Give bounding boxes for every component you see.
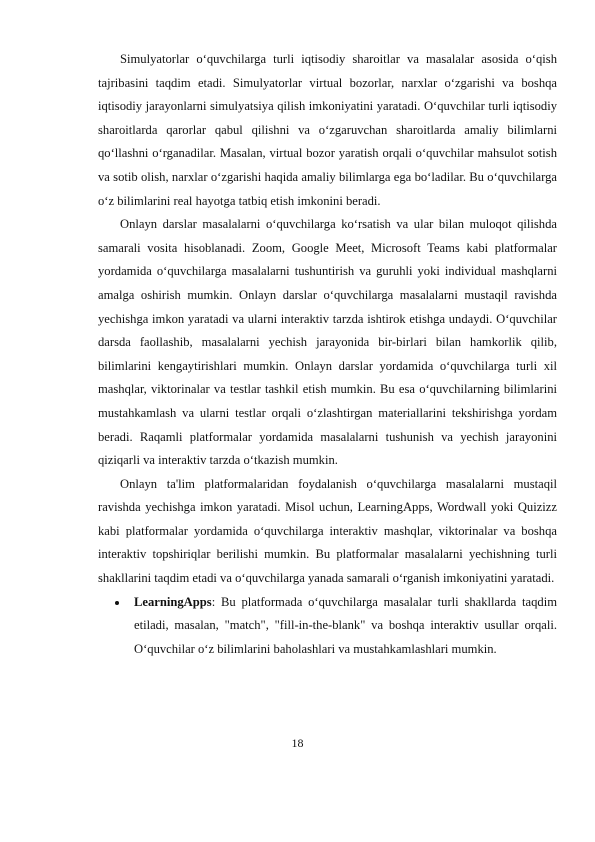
bullet-dot-icon: [115, 601, 119, 605]
paragraph-simulators: Simulyatorlar o‘quvchilarga turli iqtisodiy sharoitlar va masalalar asosida o‘qish tajribasini taqdim etadi. Simulyatorlar virtual bozorlar, narxlar o‘zgarishi va boshqa iqtisodiy jarayonlarni simulyatsiya qilish imkoniyatini yaratadi. O‘quvchilar turli iqtisodiy sharoitlarda qarorlar qabul qilishni va o‘zgaruvchan sharoitlarda amaliy bilimlarni qo‘llashni o‘rganadilar. Masalan, virtual bozor yaratish orqali o‘quvchilar mahsulot sotish va sotib olish, narxlar o‘zgarishi haqida amaliy bilimlarga ega bo‘ladilar. Bu o‘quvchilarga o‘z bilimlarini real hayotga tatbiq etish imkonini beradi.: [98, 52, 557, 208]
paragraph-online-platforms: Onlayn ta'lim platformalaridan foydalanish o‘quvchilarga masalalarni mustaqil ravishda yechishga imkon yaratadi. Misol uchun, LearningApps, Wordwall yoki Quizizz kabi platformalar yordamida o‘quvchilarga interaktiv mashqlar, viktorinalar va boshqa interaktiv topshiriqlar berilishi mumkin. Bu platformalar masalalarni yechishning turli shakllarini taqdim etadi va o‘quvchilarga yanada samarali o‘rganish imkoniyatini yaratadi.: [98, 476, 557, 586]
bullet-item-learningapps: [98, 591, 557, 662]
paragraph-online-lessons: Onlayn darslar masalalarni o‘quvchilarga ko‘rsatish va ular bilan muloqot qilishda samarali vosita hisoblanadi. Zoom, Google Meet, Microsoft Teams kabi platformalar yordamida o‘quvchilarga masalalarni tushuntirish va guruhli yoki individual mashqlarni amalga oshirish mumkin. Onlayn darslar o‘quvchilarga masalalarni mustaqil ravishda yechishga imkon yaratadi va ularni interaktiv tarzda ishtirok etishga undaydi. O‘quvchilar darsda faollashib, masalalarni yechish jarayonida bir-birlari bilan hamkorlik qilib, bilimlarini kengaytirishlari mumkin. Onlayn darslar yordamida o‘quvchilarga turli xil mashqlar, viktorinalar va testlar tashkil etish mumkin. Bu esa o‘quvchilarning bilimlarini mustahkamlash va ularni testlar orqali o‘zlashtirgan materiallarini tekshirishga yordam beradi. Raqamli platformalar yordamida masalalarni tushunish va yechish jarayonini qiziqarli va interaktiv tarzda o‘tkazish mumkin.: [98, 217, 557, 468]
page-number: 18: [291, 736, 304, 750]
bullet-text: : Bu platformada o‘quvchilarga masalalar turli shakllarda taqdim etiladi, masalan, "match", "fill-in-the-blank" va boshqa interaktiv usullar orqali. O‘quvchilar o‘z bilimlarini baholashlari va mustahkamlashlari mumkin.: [134, 594, 557, 656]
bullet-term: LearningApps: [134, 594, 212, 609]
page-content: [98, 48, 557, 661]
